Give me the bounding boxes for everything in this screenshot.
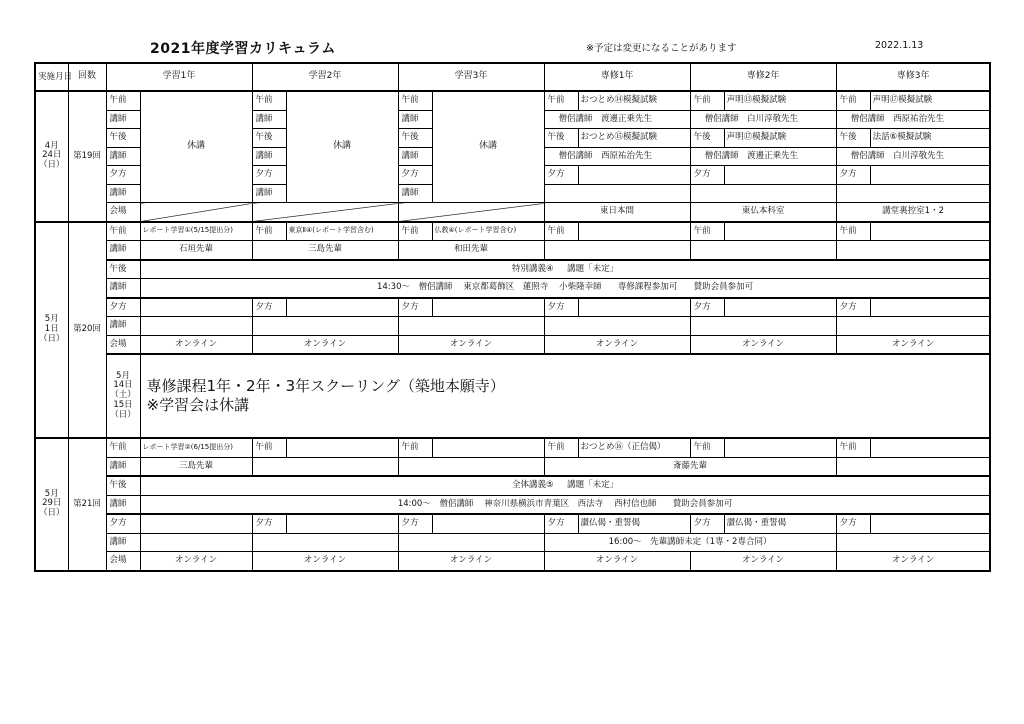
label-evening: 夕方 xyxy=(106,166,140,185)
schooling-notice xyxy=(140,354,990,438)
s20-s2-am xyxy=(724,222,836,241)
label-evening: 夕方 xyxy=(398,298,432,317)
s20-s2-venue: オンライン xyxy=(690,335,836,354)
label-am: 午前 xyxy=(544,438,578,457)
col-gakushu-3: 学習3年 xyxy=(398,63,544,91)
label-am: 午前 xyxy=(252,222,286,241)
s20-g3-evening xyxy=(432,298,544,317)
col-senshu-2: 専修2年 xyxy=(690,63,836,91)
s19-s3-am-teacher: 僧侶講師 西原祐治先生 xyxy=(836,110,990,129)
label-teacher: 講師 xyxy=(252,147,286,166)
s20-lecture-title: 特別講義④ xyxy=(511,263,554,274)
s19-row-am xyxy=(35,91,990,110)
s21-g2-am xyxy=(286,438,398,457)
s19-s2-pm-teacher: 僧侶講師 渡邊正乗先生 xyxy=(690,147,836,166)
s21-g3-am xyxy=(432,438,544,457)
s19-s1-am-teacher: 僧侶講師 渡邊正乗先生 xyxy=(544,110,690,129)
schooling-line-2: ※学習会は休講 xyxy=(146,396,250,414)
s19-s1-pm: おつとめ⑮模擬試験 xyxy=(578,129,690,148)
s20-pm-teacher: 14:30～ 僧侶講師 東京都葛飾区 蓮照寺 小柴隆幸師 専修課程参加可 賛助会員参加可 xyxy=(140,279,990,298)
s19-s2-pm: 声明⑰模擬試験 xyxy=(724,129,836,148)
label-teacher: 講師 xyxy=(106,184,140,203)
label-evening: 夕方 xyxy=(836,166,870,185)
revision-date: 2022.1.13 xyxy=(875,40,924,51)
col-session: 回数 xyxy=(68,63,106,91)
s20-s3-evening-teacher xyxy=(836,317,990,336)
s21-evening-teacher: 16:00～ 先輩講師未定（1専・2専合同） xyxy=(544,533,836,552)
s20-date: 5月 1日 （日） xyxy=(35,222,68,439)
s21-row-am xyxy=(35,438,990,457)
s19-s3-am: 声明⑰模擬試験 xyxy=(870,91,990,110)
label-am: 午前 xyxy=(544,91,578,110)
s20-s1-evening xyxy=(578,298,690,317)
s19-s1-evening xyxy=(578,166,690,185)
s21-g3-venue: オンライン xyxy=(398,552,544,571)
s20-s2-evening-teacher xyxy=(690,317,836,336)
s20-g1-evening-teacher xyxy=(140,317,252,336)
s19-s3-venue: 講堂裏控室1・2 xyxy=(836,203,990,222)
label-evening: 夕方 xyxy=(252,298,286,317)
s20-g3-teacher: 和田先輩 xyxy=(398,241,544,260)
col-gakushu-2: 学習2年 xyxy=(252,63,398,91)
s19-g3-rest: 休講 xyxy=(432,91,544,203)
s21-g3-teacher xyxy=(398,457,544,476)
label-am: 午前 xyxy=(690,91,724,110)
label-am: 午前 xyxy=(690,222,724,241)
label-teacher: 講師 xyxy=(106,147,140,166)
label-teacher: 講師 xyxy=(106,457,140,476)
s21-s3-venue: オンライン xyxy=(836,552,990,571)
s19-s3-evening xyxy=(870,166,990,185)
schooling-row xyxy=(35,354,990,438)
s19-session-number: 第19回 xyxy=(68,91,106,222)
s21-s3-am xyxy=(870,438,990,457)
s20-g3-am: 仏教④(レポート学習含む) xyxy=(432,222,544,241)
label-evening: 夕方 xyxy=(690,298,724,317)
label-am: 午前 xyxy=(836,91,870,110)
label-evening: 夕方 xyxy=(836,514,870,533)
s21-s1-am: おつとめ⑯（正信偈） xyxy=(578,438,690,457)
label-evening: 夕方 xyxy=(544,166,578,185)
s20-g1-teacher: 石垣先輩 xyxy=(140,241,252,260)
s20-g2-evening xyxy=(286,298,398,317)
s21-date: 5月 29日 （日） xyxy=(35,438,68,571)
s21-s1-evening: 讃仏偈・重誓偈 xyxy=(578,514,690,533)
s21-g1-teacher: 三島先輩 xyxy=(140,457,252,476)
label-pm: 午後 xyxy=(106,260,140,279)
label-venue: 会場 xyxy=(106,552,140,571)
s21-s2-am xyxy=(724,438,836,457)
label-teacher: 講師 xyxy=(252,110,286,129)
s19-s2-evening-teacher xyxy=(690,184,836,203)
s21-g3-evening-teacher xyxy=(398,533,544,552)
label-teacher: 講師 xyxy=(106,317,140,336)
label-am: 午前 xyxy=(252,438,286,457)
label-am: 午前 xyxy=(398,438,432,457)
s19-s3-pm: 法話⑥模擬試験 xyxy=(870,129,990,148)
label-pm: 午後 xyxy=(398,129,432,148)
s21-row-evening xyxy=(35,514,990,533)
label-evening: 夕方 xyxy=(252,166,286,185)
s20-s1-am xyxy=(578,222,690,241)
s20-row-venue xyxy=(35,335,990,354)
s21-pm-teacher: 14:00～ 僧侶講師 神奈川県横浜市青葉区 西法寺 西村信也師 賛助会員参加可 xyxy=(140,495,990,514)
s20-row-evening xyxy=(35,298,990,317)
label-am: 午前 xyxy=(398,222,432,241)
label-evening: 夕方 xyxy=(690,166,724,185)
col-senshu-1: 専修1年 xyxy=(544,63,690,91)
s19-s2-venue: 東仏本科室 xyxy=(690,203,836,222)
label-teacher: 講師 xyxy=(106,279,140,298)
s20-s1-am-teacher xyxy=(544,241,690,260)
label-evening: 夕方 xyxy=(252,514,286,533)
s20-s2-am-teacher xyxy=(690,241,836,260)
s21-row-venue xyxy=(35,552,990,571)
s21-row-pm xyxy=(35,476,990,495)
label-evening: 夕方 xyxy=(106,514,140,533)
s20-g2-evening-teacher xyxy=(252,317,398,336)
s21-lecture-title: 全体講義⑤ xyxy=(511,480,554,491)
s21-s3-teacher xyxy=(836,457,990,476)
label-evening: 夕方 xyxy=(690,514,724,533)
s19-g3-venue-none xyxy=(398,203,544,222)
label-evening: 夕方 xyxy=(398,166,432,185)
s21-s-teacher: 斎藤先輩 xyxy=(544,457,836,476)
s21-g2-evening xyxy=(286,514,398,533)
s19-g2-rest: 休講 xyxy=(286,91,398,203)
label-am: 午前 xyxy=(398,91,432,110)
s19-s1-pm-teacher: 僧侶講師 西原祐治先生 xyxy=(544,147,690,166)
s21-g1-am: レポート学習②(6/15提出分) xyxy=(140,438,252,457)
s20-row-pm-teacher xyxy=(35,279,990,298)
s20-g1-am: レポート学習①(5/15提出分) xyxy=(140,222,252,241)
label-am: 午前 xyxy=(106,222,140,241)
s19-s1-am: おつとめ⑭模擬試験 xyxy=(578,91,690,110)
curriculum-table xyxy=(34,62,991,572)
s20-s2-evening xyxy=(724,298,836,317)
page-title: 2021年度学習カリキュラム xyxy=(150,41,336,57)
s19-s2-evening xyxy=(724,166,836,185)
s20-s3-am xyxy=(870,222,990,241)
label-pm: 午後 xyxy=(836,129,870,148)
label-am: 午前 xyxy=(836,438,870,457)
s19-row-venue xyxy=(35,203,990,222)
label-pm: 午後 xyxy=(252,129,286,148)
s21-row-evening-teacher xyxy=(35,533,990,552)
s20-row-evening-teacher xyxy=(35,317,990,336)
s20-pm-lecture xyxy=(140,260,990,279)
s21-pm-lecture xyxy=(140,476,990,495)
header-row xyxy=(35,63,990,91)
s19-date: 4月 24日 （日） xyxy=(35,91,68,222)
s19-s3-evening-teacher xyxy=(836,184,990,203)
s20-s3-am-teacher xyxy=(836,241,990,260)
s20-s3-venue: オンライン xyxy=(836,335,990,354)
s20-s1-venue: オンライン xyxy=(544,335,690,354)
s21-g2-evening-teacher xyxy=(252,533,398,552)
s21-g1-evening-teacher xyxy=(140,533,252,552)
label-am: 午前 xyxy=(106,91,140,110)
s20-g2-venue: オンライン xyxy=(252,335,398,354)
s21-g2-venue: オンライン xyxy=(252,552,398,571)
schooling-date: 5月 14日 （土） 15日 （日） xyxy=(106,354,140,438)
s19-g1-venue-none xyxy=(140,203,252,222)
label-pm: 午後 xyxy=(544,129,578,148)
s21-s3-evening xyxy=(870,514,990,533)
s19-s3-pm-teacher: 僧侶講師 白川淳敬先生 xyxy=(836,147,990,166)
label-teacher: 講師 xyxy=(106,495,140,514)
schooling-line-1: 専修課程1年・2年・3年スクーリング（築地本願寺） xyxy=(146,377,505,396)
change-notice: ※予定は変更になることがあります xyxy=(586,43,737,54)
s20-g2-am: 東京Ⅱ④(レポート学習含む) xyxy=(286,222,398,241)
s20-lecture-topic: 講題「未定」 xyxy=(567,263,619,274)
s20-row-am xyxy=(35,222,990,241)
s20-s3-evening xyxy=(870,298,990,317)
label-evening: 夕方 xyxy=(544,514,578,533)
label-teacher: 講師 xyxy=(106,533,140,552)
s21-row-pm-teacher xyxy=(35,495,990,514)
label-pm: 午後 xyxy=(106,476,140,495)
s21-s1-venue: オンライン xyxy=(544,552,690,571)
label-teacher: 講師 xyxy=(106,241,140,260)
s19-s2-am: 声明⑬模擬試験 xyxy=(724,91,836,110)
s21-lecture-topic: 講題「未定」 xyxy=(567,480,619,491)
s20-row-am-teacher xyxy=(35,241,990,260)
col-date: 実施月日 xyxy=(35,63,68,91)
s20-g1-venue: オンライン xyxy=(140,335,252,354)
label-venue: 会場 xyxy=(106,335,140,354)
label-am: 午前 xyxy=(252,91,286,110)
s21-s3-evening-teacher xyxy=(836,533,990,552)
s19-s1-evening-teacher xyxy=(544,184,690,203)
s19-g2-venue-none xyxy=(252,203,398,222)
label-teacher: 講師 xyxy=(398,110,432,129)
label-teacher: 講師 xyxy=(398,184,432,203)
s20-g2-teacher: 三島先輩 xyxy=(252,241,398,260)
label-evening: 夕方 xyxy=(836,298,870,317)
label-am: 午前 xyxy=(836,222,870,241)
label-pm: 午後 xyxy=(106,129,140,148)
s21-session-number: 第21回 xyxy=(68,438,106,571)
label-am: 午前 xyxy=(106,438,140,457)
s21-g2-teacher xyxy=(252,457,398,476)
label-pm: 午後 xyxy=(690,129,724,148)
label-evening: 夕方 xyxy=(398,514,432,533)
label-venue: 会場 xyxy=(106,203,140,222)
s20-s1-evening-teacher xyxy=(544,317,690,336)
s21-g1-evening xyxy=(140,514,252,533)
s20-g1-evening xyxy=(140,298,252,317)
s21-g1-venue: オンライン xyxy=(140,552,252,571)
s20-session-number: 第20回 xyxy=(68,222,106,439)
s19-g1-rest: 休講 xyxy=(140,91,252,203)
s21-s2-venue: オンライン xyxy=(690,552,836,571)
s19-s2-am-teacher: 僧侶講師 白川淳敬先生 xyxy=(690,110,836,129)
label-evening: 夕方 xyxy=(106,298,140,317)
s21-row-am-teacher xyxy=(35,457,990,476)
s21-g3-evening xyxy=(432,514,544,533)
s20-g3-venue: オンライン xyxy=(398,335,544,354)
s20-g3-evening-teacher xyxy=(398,317,544,336)
s19-s1-venue: 東日本間 xyxy=(544,203,690,222)
s21-s2-evening: 讃仏偈・重誓偈 xyxy=(724,514,836,533)
label-evening: 夕方 xyxy=(544,298,578,317)
col-senshu-3: 専修3年 xyxy=(836,63,990,91)
s20-row-pm xyxy=(35,260,990,279)
col-gakushu-1: 学習1年 xyxy=(106,63,252,91)
label-teacher: 講師 xyxy=(252,184,286,203)
label-am: 午前 xyxy=(544,222,578,241)
label-am: 午前 xyxy=(690,438,724,457)
label-teacher: 講師 xyxy=(398,147,432,166)
label-teacher: 講師 xyxy=(106,110,140,129)
